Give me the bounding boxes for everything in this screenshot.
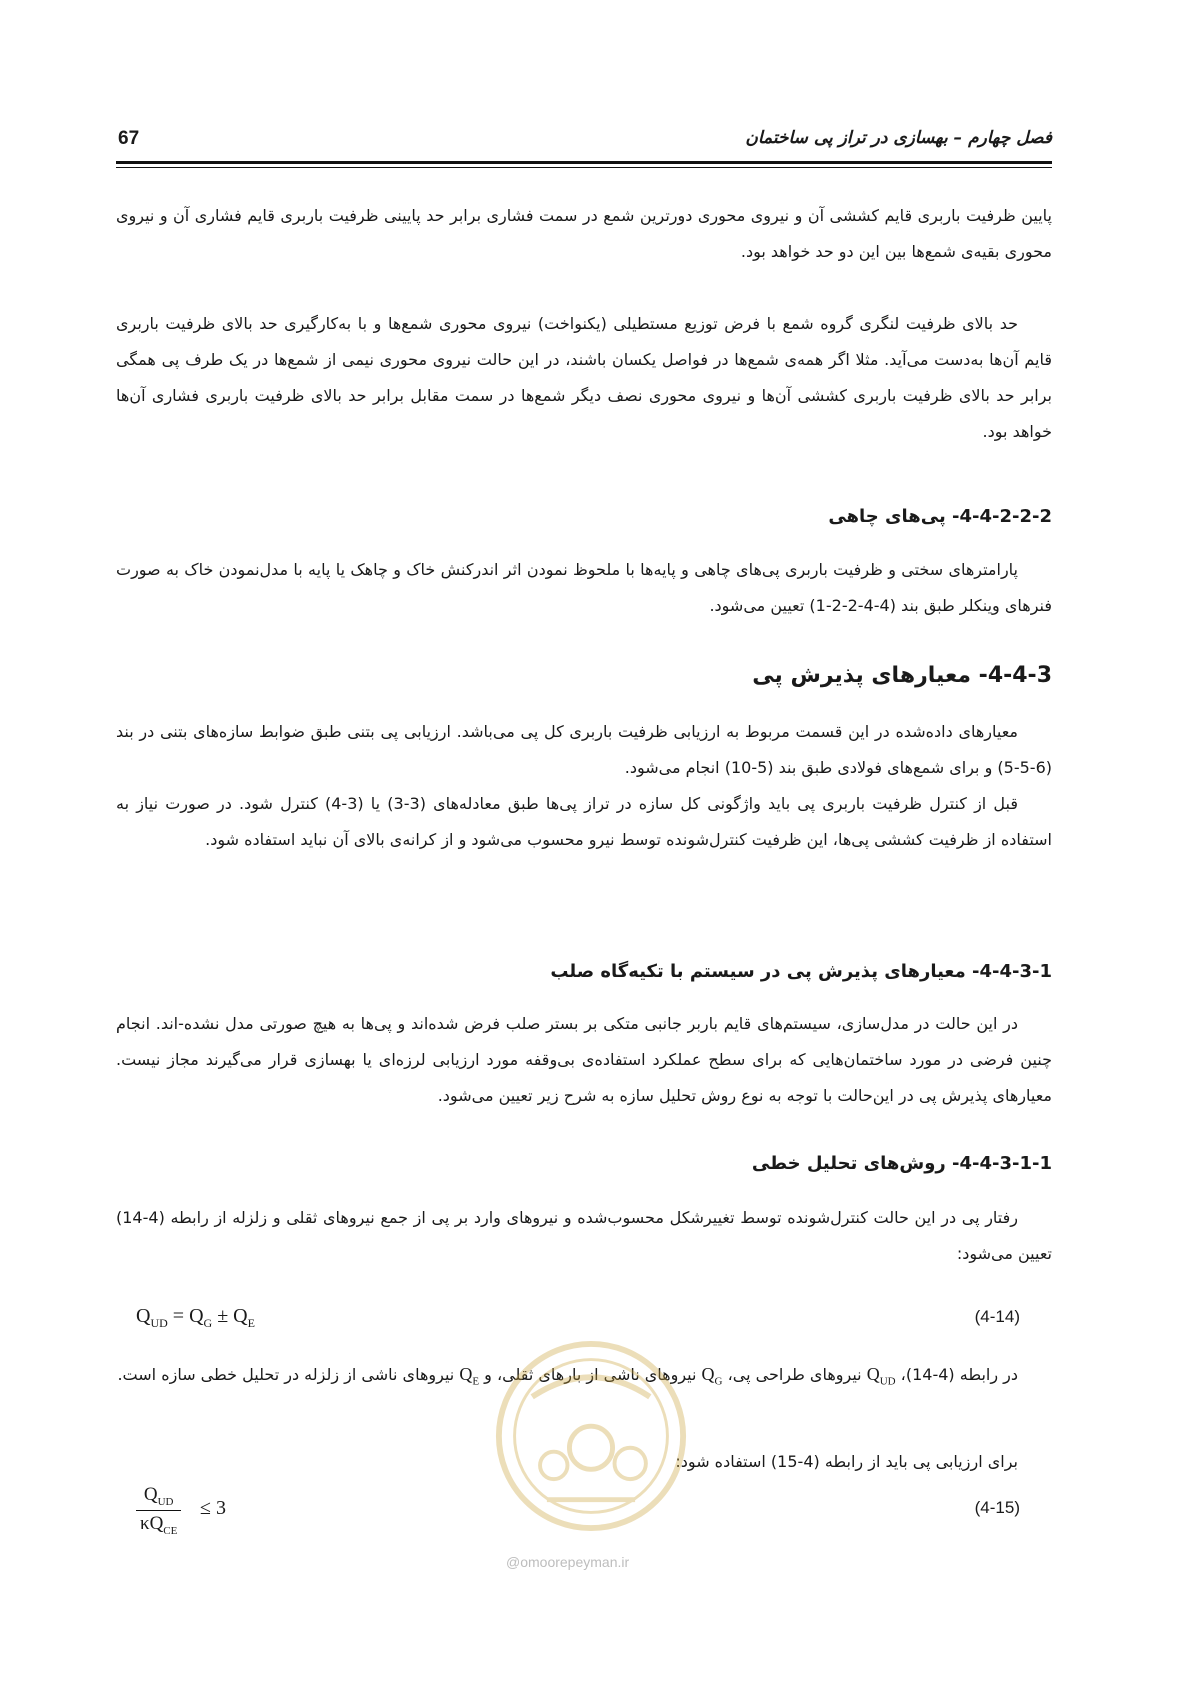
paragraph: معیارهای داده‌شده در این قسمت مربوط به ارزیابی ظرفیت باربری کل پی می‌باشد. ارزیابی پی بتنی طبق ضوابط سازه‌های بتنی در بند (6-5-5) و برای شمع‌های فولادی طبق بند (5-10) انجام می‌شود.	[116, 722, 1052, 777]
watermark-url: @omoorepeyman.ir	[506, 1554, 630, 1570]
watermark-seal-icon	[493, 1338, 689, 1534]
paragraph: در رابطه (4-14)، $Q_{UD}$ نیروهای طراحی پی، $Q_G$ نیروهای ناشی از بارهای ثقلی، و $Q_E$ نیروهای ناشی از زلزله در تحلیل خطی سازه است.	[117, 1364, 1018, 1388]
section-heading: 4-4-3-1-1- روش‌های تحلیل خطی	[751, 1153, 1052, 1174]
section-heading: 4-4-3-1- معیارهای پذیرش پی در سیستم با تکیه‌گاه صلب	[550, 961, 1052, 982]
symbol-qud: $Q_{UD}$	[866, 1364, 896, 1388]
equation-number: (4-14)	[974, 1307, 1020, 1326]
page-number: 67	[118, 128, 140, 149]
section-heading: 4-4-2-2-2- پی‌های چاهی	[828, 506, 1052, 527]
chapter-title: فصل چهارم – بهسازی در تراز پی ساختمان	[745, 128, 1052, 148]
paragraph: قبل از کنترل ظرفیت باربری پی باید واژگونی کل سازه در تراز پی‌ها طبق معادله‌های (3-3) یا (3-4) کنترل شود. در صورت نیاز به استفاده از ظرفیت کششی پی‌ها، این ظرفیت کنترل‌شونده توسط نیرو محسوب می‌شود و از کرانه‌ی بالای آن نباید استفاده شود.	[116, 794, 1052, 849]
equation-inequality: ≤ 3	[200, 1497, 226, 1519]
equation-4-14: $Q_{UD} = Q_G \pm Q_E$	[136, 1305, 255, 1330]
paragraph: پارامترهای سختی و ظرفیت باربری پی‌های چاهی و پایه‌ها با ملحوظ نمودن اثر اندرکنش خاک و چاهک یا پایه با مدل‌نمودن خاک به صورت فنرهای وینکلر طبق بند (4-4-2-2-1) تعیین می‌شود.	[116, 560, 1052, 615]
paragraph: برای ارزیابی پی باید از رابطه (4-15) استفاده شود:	[675, 1452, 1018, 1471]
equation-number: (4-15)	[974, 1498, 1020, 1517]
paragraph: رفتار پی در این حالت کنترل‌شونده توسط تغییرشکل محسوب‌شده و نیروهای وارد بر پی از جمع نیروهای ثقلی و زلزله از رابطه (4-14) تعیین می‌شود:	[116, 1208, 1052, 1263]
section-heading: 4-4-3- معیارهای پذیرش پی	[752, 663, 1052, 688]
symbol-qe: $Q_E$	[459, 1364, 480, 1388]
header-rule-thin	[116, 167, 1052, 168]
paragraph: در این حالت در مدل‌سازی، سیستم‌های قایم باربر جانبی متکی بر بستر صلب فرض شده‌اند و پی‌ها به هیچ صورتی مدل نشده-اند. انجام چنین فرضی در مورد ساختمان‌هایی که برای سطح عملکرد استفاده‌ی بی‌وقفه مورد ارزیابی لرزه‌ای یا بهسازی قرار می‌گیرند مجاز نیست. معیارهای پذیرش پی در این‌حالت با توجه به نوع روش تحلیل سازه به شرح زیر تعیین می‌شود.	[116, 1014, 1052, 1105]
symbol-qg: $Q_G$	[701, 1364, 723, 1388]
equation-4-15: $Q_{UD}$ $\kappa Q_{CE}$	[136, 1484, 181, 1537]
paragraph: پایین ظرفیت باربری قایم کششی آن و نیروی محوری دورترین شمع در سمت فشاری برابر حد پایینی ظرفیت باربری قایم فشاری آن و نیروی محوری بقیه‌ی شمع‌ها بین این دو حد خواهد بود.	[116, 206, 1052, 261]
paragraph: حد بالای ظرفیت لنگری گروه شمع با فرض توزیع مستطیلی (یکنواخت) نیروی محوری شمع‌ها و با به‌کارگیری حد بالای ظرفیت باربری قایم آن‌ها به‌دست می‌آید. مثلا اگر همه‌ی شمع‌ها در فواصل یکسان باشند، در این حالت نیروی محوری نیمی از شمع‌ها در یک طرف پی همگی برابر حد بالای ظرفیت باربری کششی آن‌ها و نیروی محوری نصف دیگر شمع‌ها در سمت مقابل برابر حد بالای ظرفیت باربری فشاری آن‌ها خواهد بود.	[116, 314, 1052, 441]
header-rule-thick	[116, 161, 1052, 164]
